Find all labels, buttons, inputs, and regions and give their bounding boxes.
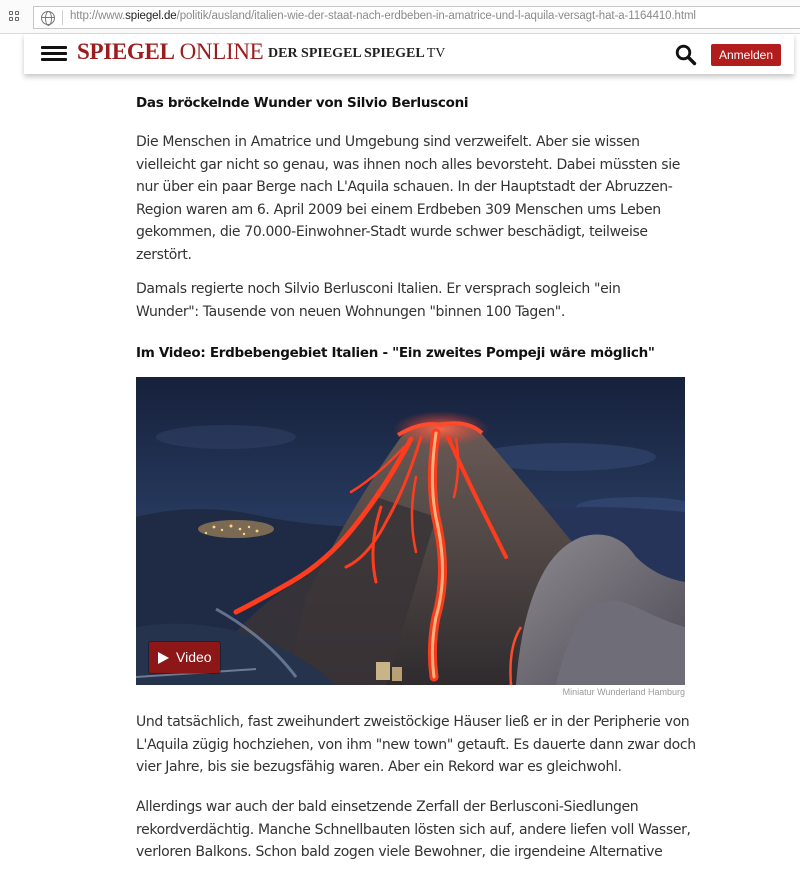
url-separator: [62, 10, 63, 25]
spiegel-tv-part2: TV: [426, 46, 446, 61]
spiegel-online-logo[interactable]: [77, 39, 263, 65]
url-text[interactable]: [70, 10, 696, 22]
volcano-thumbnail: [136, 377, 685, 685]
url-prefix: http://www.: [70, 10, 126, 22]
video-button-label: Video: [176, 649, 212, 665]
article-paragraph-3: Und tatsächlich, fast zweihundert zweistöckige Häuser ließ er in der Peripherie von L'Aquila zügig hochziehen, von ihm "new town" getauft. Es dauerte dann zwar doch vier Jahre, bis sie bezugsfähig waren. Aber ein Rekord war es gleichwohl.: [136, 714, 696, 775]
spiegel-tv-part1: SPIEGEL: [364, 46, 425, 61]
logo-spiegel: SPIEGEL: [77, 39, 175, 64]
hamburger-menu-icon[interactable]: [41, 44, 67, 64]
search-icon[interactable]: [675, 44, 697, 66]
logo-online: ONLINE: [179, 39, 264, 64]
browser-address-bar: [0, 0, 800, 34]
login-button[interactable]: Anmelden: [711, 44, 781, 66]
image-caption: Miniatur Wunderland Hamburg: [562, 687, 685, 697]
tab-grid-icon[interactable]: [9, 11, 21, 23]
der-spiegel-link[interactable]: DER SPIEGEL: [268, 46, 362, 61]
url-path: /politik/ausland/italien-wie-der-staat-nach-erdbeben-in-amatrice-und-l-aquila-versagt-hat-a-1164410.html: [176, 10, 696, 22]
video-player[interactable]: [136, 377, 685, 685]
play-icon: [158, 652, 169, 664]
url-field[interactable]: [33, 6, 800, 29]
video-play-button[interactable]: [149, 642, 220, 673]
video-heading: Im Video: Erdbebengebiet Italien - "Ein zweites Pompeji wäre möglich": [136, 345, 655, 361]
article-paragraph-2: Damals regierte noch Silvio Berlusconi Italien. Er versprach sogleich "ein Wunder": Tausende von neuen Wohnungen "binnen 100 Tagen".: [136, 281, 621, 320]
site-header: [24, 34, 794, 74]
article-paragraph-4: Allerdings war auch der bald einsetzende Zerfall der Berlusconi-Siedlungen rekordverdächtig. Manche Schnellbauten lösten sich auf, andere liefen voll Wasser, verloren Balkons. Schon bald zogen viele Bewohner, die irgendeine Alternative: [136, 799, 691, 860]
globe-icon: [41, 11, 55, 25]
article-subheading: Das bröckelnde Wunder von Silvio Berlusconi: [136, 95, 469, 111]
article-paragraph-1: Die Menschen in Amatrice und Umgebung sind verzweifelt. Aber sie wissen vielleicht gar nicht so genau, was ihnen noch alles bevorsteht. Dabei müssten sie nur über ein paar Berge nach L'Aquila schauen. In der Hauptstadt der Abruzzen-Region waren am 6. April 2009 bei einem Erdbeben 309 Menschen ums Leben gekommen, die 70.000-Einwohner-Stadt wurde schwer beschädigt, teilweise zerstört.: [136, 134, 681, 263]
url-domain: spiegel.de: [125, 10, 177, 22]
spiegel-tv-link[interactable]: [364, 46, 445, 62]
